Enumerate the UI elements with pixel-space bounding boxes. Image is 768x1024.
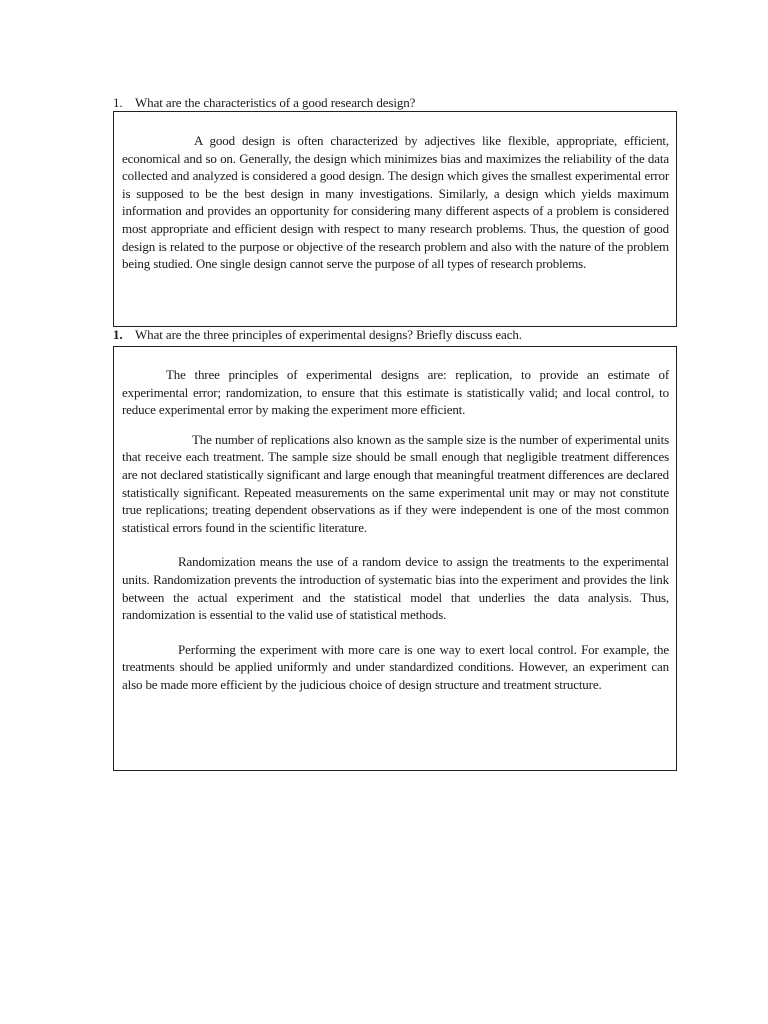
question-1-number: 1. [113, 95, 123, 110]
answer-1-paragraph-1: A good design is often characterized by adjectives like flexible, appropriate, efficient, economical and so on. Generally, the design which minimizes bias and maximizes the reliability of the data collected and analyzed is considered a good design. The design which gives the smallest experimental error is supposed to be the best design in many investigations. Similarly, a design which yields maximum information and provides an opportunity for considering many different aspects of a problem is considered most appropriate and efficient design with respect to many research problems. Thus, the question of good design is related to the purpose or objective of the research problem and also with the nature of the problem being studied. One single design cannot serve the purpose of all types of research problems. [122, 133, 669, 272]
question-2-number: 1. [113, 327, 123, 342]
answer-box-2 [113, 346, 677, 771]
answer-2-paragraph-2: The number of replications also known as the sample size is the number of experimental units that receive each treatment. The sample size should be small enough that negligible treatment differences are not declared statistically significant and large enough that meaningful treatment differences are declared statistically significant. Repeated measurements on the same experimental unit may or may not constitute true replications; treating dependent observations as if they were independent is one of the most common statistical errors found in the scientific literature. [122, 431, 669, 535]
question-1-text: What are the characteristics of a good research design? [135, 95, 416, 110]
answer-box-1 [113, 111, 677, 327]
answer-2-paragraph-4: Performing the experiment with more care is one way to exert local control. For example, the treatments should be applied uniformly and under standardized conditions. However, an experiment can also be made more efficient by the judicious choice of design structure and treatment structure. [122, 641, 669, 692]
answer-2-paragraph-3: Randomization means the use of a random device to assign the treatments to the experimental units. Randomization prevents the introduction of systematic bias into the experiment and provides the link between the actual experiment and the statistical model that underlies the data analysis. Thus, randomization is essential to the valid use of statistical methods. [122, 554, 669, 623]
answer-2-paragraph-1: The three principles of experimental designs are: replication, to provide an estimate of experimental error; randomization, to ensure that this estimate is statistically valid; and local control, to reduce experimental error by making the experiment more efficient. [122, 367, 669, 418]
question-1-heading [113, 95, 415, 111]
question-2-text: What are the three principles of experimental designs? Briefly discuss each. [135, 327, 522, 342]
question-2-heading [113, 327, 522, 343]
